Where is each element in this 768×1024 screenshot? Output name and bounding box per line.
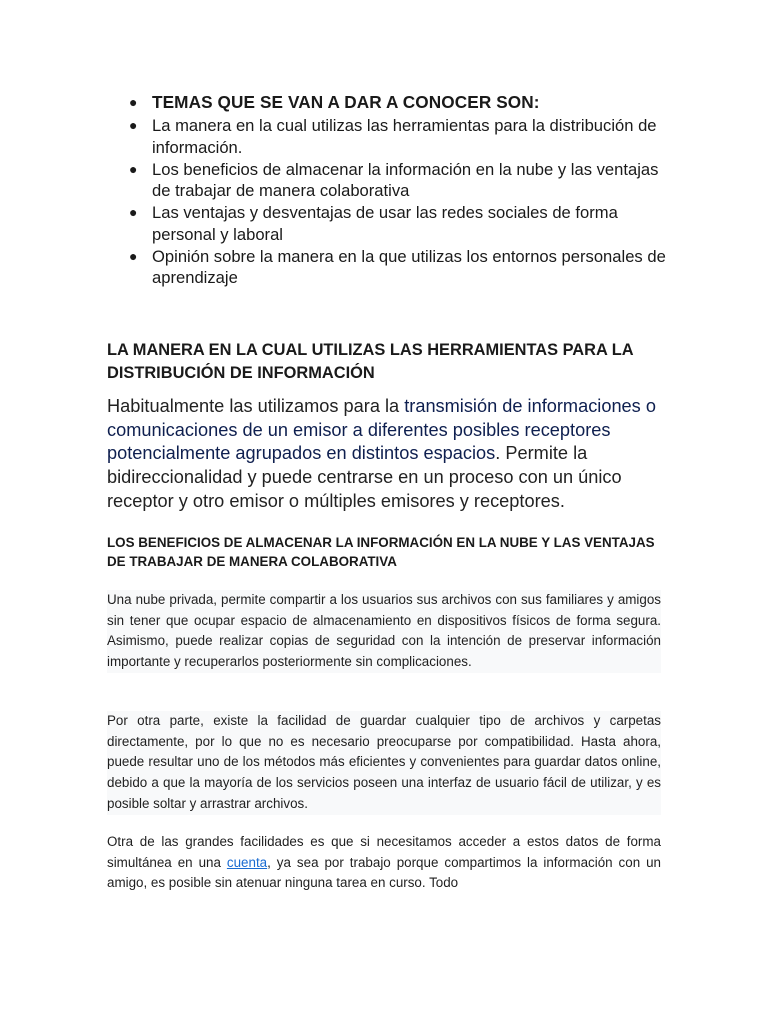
section2-paragraph-3	[107, 832, 661, 894]
bullet-icon: ●	[129, 160, 138, 177]
list-item-text: Las ventajas y desventajas de usar las redes sociales de forma personal y laboral	[152, 203, 618, 244]
topics-heading-item	[129, 90, 669, 114]
cuenta-link[interactable]: cuenta	[226, 854, 268, 870]
section1-body-intro: Habitualmente las utilizamos para la	[107, 396, 405, 416]
list-item	[129, 202, 669, 245]
paragraph3-text-before-link: Otra de las grandes facilidades es que si necesitamos acceder a estos datos de forma simultánea en una	[107, 834, 661, 870]
bullet-icon: ●	[129, 94, 138, 110]
list-item-text: La manera en la cual utilizas las herramientas para la distribución de información.	[152, 116, 657, 157]
list-item	[129, 115, 669, 158]
list-item-text: Los beneficios de almacenar la información en la nube y las ventajas de trabajar de manera colaborativa	[152, 159, 659, 200]
bullet-icon: ●	[129, 204, 138, 220]
section1-body-highlight: transmisión de informaciones o comunicaciones de un emisor a diferentes posibles receptores potencialmente agrupados en distintos espacios	[107, 396, 656, 464]
list-item	[129, 246, 669, 289]
list-item-text: Opinión sobre la manera en la que utilizas los entornos personales de aprendizaje	[152, 246, 666, 287]
list-item	[129, 159, 669, 202]
topics-heading: TEMAS QUE SE VAN A DAR A CONOCER SON:	[152, 92, 540, 112]
bullet-icon: ●	[129, 247, 138, 264]
section2-paragraph-1: Una nube privada, permite compartir a los usuarios sus archivos con sus familiares y amigos sin tener que ocupar espacio de almacenamiento en dispositivos físicos de forma segura. Asimismo, puede realizar copias de seguridad con la intención de preservar información importante y recuperarlos posteriormente sin complicaciones.	[107, 590, 661, 673]
bullet-icon: ●	[129, 117, 138, 133]
section1-body-rest: . Permite la bidireccionalidad y puede centrarse en un proceso con un único receptor y otro emisor o múltiples emisores y receptores.	[107, 443, 622, 511]
paragraph3-text-after-link: , ya sea por trabajo porque compartimos la información con un amigo, es posible sin atenuar ninguna tarea en curso. Todo	[107, 854, 662, 891]
topics-list	[129, 90, 669, 289]
section2-paragraph-2: Por otra parte, existe la facilidad de guardar cualquier tipo de archivos y carpetas directamente, por lo que no es necesario preocuparse por compatibilidad. Hasta ahora, puede resultar uno de los métodos más eficientes y convenientes para guardar datos online, debido a que la mayoría de los servicios poseen una interfaz de usuario fácil de utilizar, y es posible soltar y arrastrar archivos.	[107, 711, 661, 815]
section1-body	[107, 395, 672, 514]
section2-heading: LOS BENEFICIOS DE ALMACENAR LA INFORMACIÓN EN LA NUBE Y LAS VENTAJAS DE TRABAJAR DE MANERA COLABORATIVA	[107, 535, 655, 569]
section1-heading: LA MANERA EN LA CUAL UTILIZAS LAS HERRAMIENTAS PARA LA DISTRIBUCIÓN DE INFORMACIÓN	[107, 341, 633, 382]
